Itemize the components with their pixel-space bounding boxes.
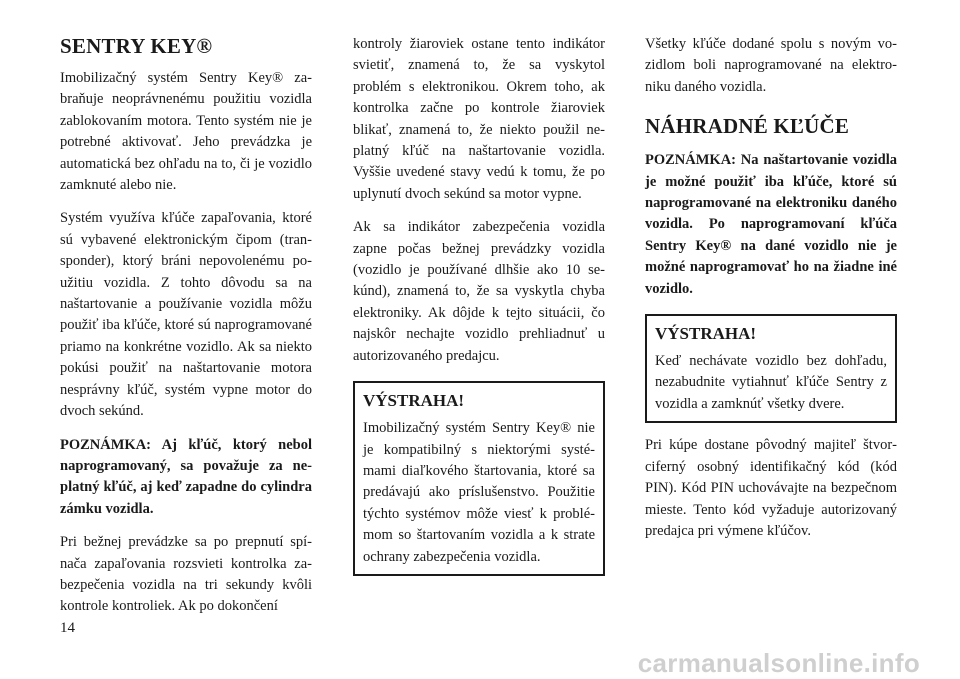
column-right xyxy=(645,34,897,554)
paragraph-transponder: Systém využíva kľúče zapaľovania, ktoré sú vybavené elektronickým čipom (transponder), ktorý bráni nepovolenému použitiu vozidla. Z tohto dôvodu sa na naštartovanie a používanie vozidla môžu použiť iba kľúče, ktoré sú naprogramované priamo na konkrétne vozidlo. Ak sa niekto pokúsi použiť na naštartovanie motora nesprávny kľúč, systém vypne motor do dvoch sekúnd. xyxy=(60,210,312,420)
warning-box-remote-start xyxy=(353,381,605,576)
paragraph-pin-code: Pri kúpe dostane pôvodný majiteľ štvorciferný osobný identifikačný kód (kód PIN). Kód PIN uchovávajte na bezpečnom mieste. Tento kód vyžaduje autorizovaný predajca pri výmene kľúčov. xyxy=(645,437,897,539)
column-middle xyxy=(353,34,605,588)
paragraph-programmed-keys: Všetky kľúče dodané spolu s novým vozidlom boli naprogramované na elektroniku daného vozidla. xyxy=(645,36,897,95)
section-heading-sentry-key: SENTRY KEY® xyxy=(60,34,213,58)
warning-text: Keď nechávate vozidlo bez dohľadu, nezabudnite vytiahnuť kľúče Sentry z vozidla a zamknúť všetky dvere. xyxy=(655,353,887,412)
paragraph-security-indicator: Ak sa indikátor zabezpečenia vozidla zapne počas bežnej prevádzky vozidla (vozidlo je používané dlhšie ako 10 sekúnd), znamená to, že sa vyskytla chyba elektroniky. Ak dôjde k tejto situácii, čo najskôr nechajte vozidlo prehliadnuť u autorizovaného predajcu. xyxy=(353,219,605,364)
column-left xyxy=(60,34,312,630)
warning-box-unattended-vehicle xyxy=(645,314,897,423)
paragraph-normal-operation: Pri bežnej prevádzke sa po prepnutí spínača zapaľovania rozsvieti kontrolka zabezpečenia vozidla na tri sekundy kvôli kontrole kontroliek. Ak po dokončení xyxy=(60,534,312,615)
warning-text: Imobilizačný systém Sentry Key® nie je kompatibilný s niektorými systémami diaľkového štartovania, ktoré sa predávajú ako príslušenstvo. Použitie týchto systémov môže viesť k problémom so štartovaním vozidla a k strate ochrany zabezpečenia vozidla. xyxy=(363,420,595,565)
note-unprogrammed-key: POZNÁMKA: Aj kľúč, ktorý nebol naprogramovaný, sa považuje za neplatný kľúč, aj keď zapadne do cylindra zámku vozidla. xyxy=(60,436,312,517)
watermark: carmanualsonline.info xyxy=(637,648,920,678)
paragraph-bulb-check: kontroly žiaroviek ostane tento indikátor svietiť, znamená to, že sa vyskytol problém s elektronikou. Okrem toho, ak kontrolka začne po kontrole žiaroviek blikať, znamená to, že niekto použil neplatný kľúč na naštartovanie vozidla. Vyššie uvedené stavy vedú k tomu, že po uplynutí dvoch sekúnd sa motor vypne. xyxy=(353,36,605,202)
note-key-programming: POZNÁMKA: Na naštartovanie vozidla je možné použiť iba kľúče, ktoré sú naprogramované na elektroniku daného vozidla. Po naprogramovaní kľúča Sentry Key® na dané vozidlo nie je možné naprogramovať ho na žiadne iné vozidlo. xyxy=(645,152,897,297)
section-heading-replacement-keys: NÁHRADNÉ KĽÚČE xyxy=(645,114,850,139)
warning-title: VÝSTRAHA! xyxy=(655,324,757,344)
paragraph-immobilizer-intro: Imobilizačný systém Sentry Key® zabraňuje neoprávnenému použitiu vozidla zablokovaním motora. Tento systém nie je potrebné aktivovať. Jeho prevádzka je automatická bez ohľadu na to, či je vozidlo zamknuté alebo nie. xyxy=(60,70,312,194)
page-number: 14 xyxy=(60,620,75,636)
warning-title: VÝSTRAHA! xyxy=(363,391,465,411)
